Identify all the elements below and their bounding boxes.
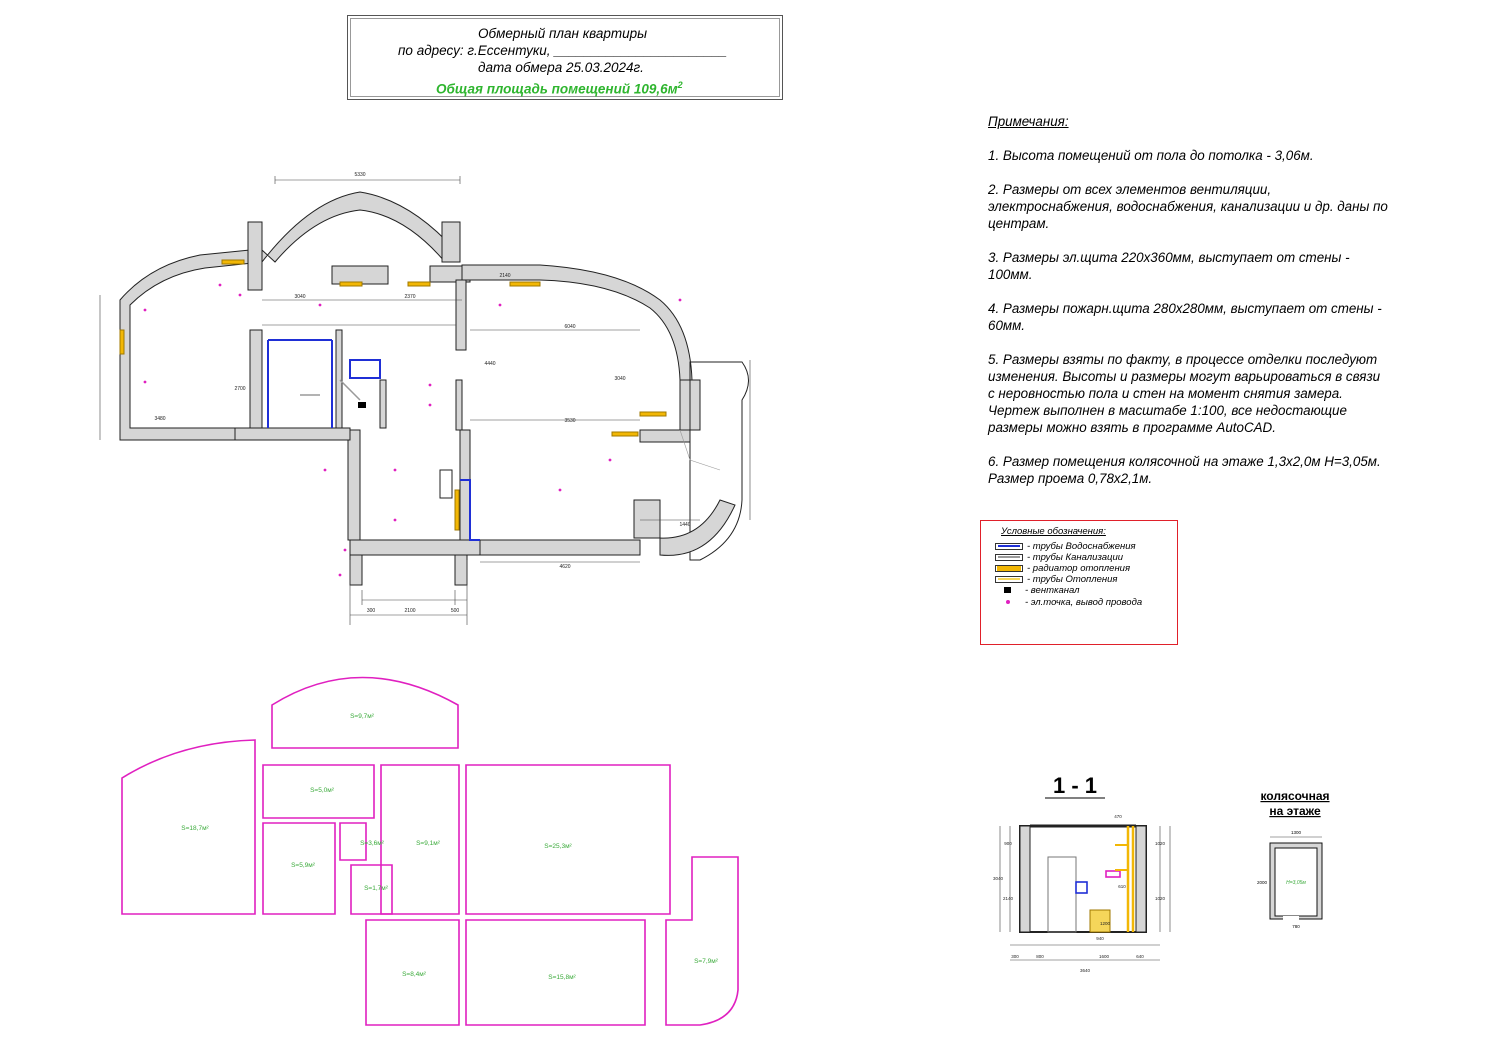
dim-2140: 2140	[499, 273, 511, 279]
area-label-9: S=8,4м²	[402, 971, 426, 978]
title-line-2: по адресу: г.Ессентуки, _______________________	[398, 43, 727, 58]
note-3: 3. Размеры эл.щита 220х360мм, выступает от стены - 100мм.	[988, 250, 1350, 282]
section-dim-3: 2140	[1002, 896, 1014, 901]
stroller-height: Н=3,05м	[1286, 880, 1306, 886]
area-label-6: S=1,7м²	[364, 885, 388, 892]
legend-label-heating: - трубы Отопления	[1027, 574, 1118, 585]
stroller-dim-door: 780	[1292, 924, 1300, 929]
total-area-sup: 2	[677, 80, 683, 90]
dim-300: 300	[366, 608, 376, 614]
stroller-door-gap	[1283, 916, 1299, 921]
legend-label-vent: - вентканал	[1025, 585, 1080, 596]
note-4: 4. Размеры пожарн.щита 280х280мм, выступает от стены - 60мм.	[988, 301, 1382, 333]
dim-2700: 2700	[234, 386, 246, 392]
stroller-title-2: на этаже	[1269, 804, 1321, 818]
section-dim-5: 900	[1004, 841, 1012, 846]
stroller-title-1: колясочная	[1260, 789, 1330, 803]
area-label-2: S=5,0м²	[310, 787, 334, 794]
note-6: 6. Размер помещения колясочной на этаже 1,3х2,0м Н=3,05м. Размер проема 0,78х2,1м.	[988, 454, 1381, 486]
note-5: 5. Размеры взяты по факту, в процессе отделки последуют изменения. Высоты и размеры могут варьироваться в связи с неровностью пола и стен на момент снятия замера. Чертеж выполнен в масштабе 1:100, все недостающие размеры можно взять в программе AutoCAD.	[988, 352, 1381, 435]
dim-4440: 4440	[484, 361, 496, 367]
area-label-4: S=5,9м²	[291, 862, 315, 869]
note-1: 1. Высота помещений от пола до потолка - 3,06м.	[988, 148, 1314, 163]
section-dim-4: 1020	[1154, 896, 1166, 901]
title-line-1: Обмерный план квартиры	[478, 26, 648, 41]
note-2: 2. Размеры от всех элементов вентиляции, электроснабжения, водоснабжения, канализации и др. даны по центрам.	[988, 182, 1388, 231]
area-label-5: S=3,6м²	[360, 840, 384, 847]
area-label-8: S=25,3м²	[544, 843, 572, 850]
dim-3530: 3530	[564, 418, 576, 424]
legend-label-radiator: - радиатор отопления	[1027, 563, 1131, 574]
dim-2370: 2370	[404, 294, 416, 300]
dim-2100: 2100	[404, 608, 416, 614]
dim-3480: 3480	[154, 416, 166, 422]
stroller-dim-height: 2000	[1256, 880, 1268, 885]
section-dim-1: 470	[1114, 814, 1122, 819]
dim-6040: 6040	[564, 324, 576, 330]
section-dim-12: 1600	[1098, 954, 1110, 959]
area-label-7: S=9,1м²	[416, 840, 440, 847]
dim-3040: 3040	[294, 294, 306, 300]
section-dim-10: 300	[1011, 954, 1019, 959]
section-dim-13: 640	[1136, 954, 1144, 959]
legend-heading: Условные обозначения:	[1001, 526, 1106, 537]
area-label-3: S=18,7м²	[181, 825, 209, 832]
total-area-text: Общая площадь помещений 109,6м	[436, 81, 678, 97]
stroller-dim-width: 1300	[1290, 830, 1302, 835]
section-dim-14: 3640	[1079, 968, 1091, 973]
dim-1440: 1440	[679, 522, 691, 528]
section-dim-7: 1200	[1099, 921, 1111, 926]
legend-label-electric: - эл.точка, вывод провода	[1025, 597, 1143, 608]
dim-5330: 5330	[354, 172, 366, 178]
section-dim-8: 940	[1096, 936, 1104, 941]
notes-heading: Примечания:	[988, 114, 1069, 129]
dim-500: 500	[450, 608, 460, 614]
dim-3040b: 3040	[614, 376, 626, 382]
section-dim-11: 800	[1036, 954, 1044, 959]
title-line-3: дата обмера 25.03.2024г.	[478, 60, 644, 75]
dim-4620: 4620	[559, 564, 571, 570]
section-dim-6: 1020	[1154, 841, 1166, 846]
section-dim-2: 3040	[992, 876, 1004, 881]
area-label-10: S=15,8м²	[548, 974, 576, 981]
legend-label-sewer: - трубы Канализации	[1027, 552, 1124, 563]
area-label-11: S=7,9м²	[694, 958, 718, 965]
legend-label-water: - трубы Водоснабжения	[1027, 541, 1136, 552]
section-dim-9: 610	[1118, 884, 1126, 889]
section-title: 1 - 1	[1052, 773, 1098, 798]
area-label-1: S=9,7м²	[350, 713, 374, 720]
